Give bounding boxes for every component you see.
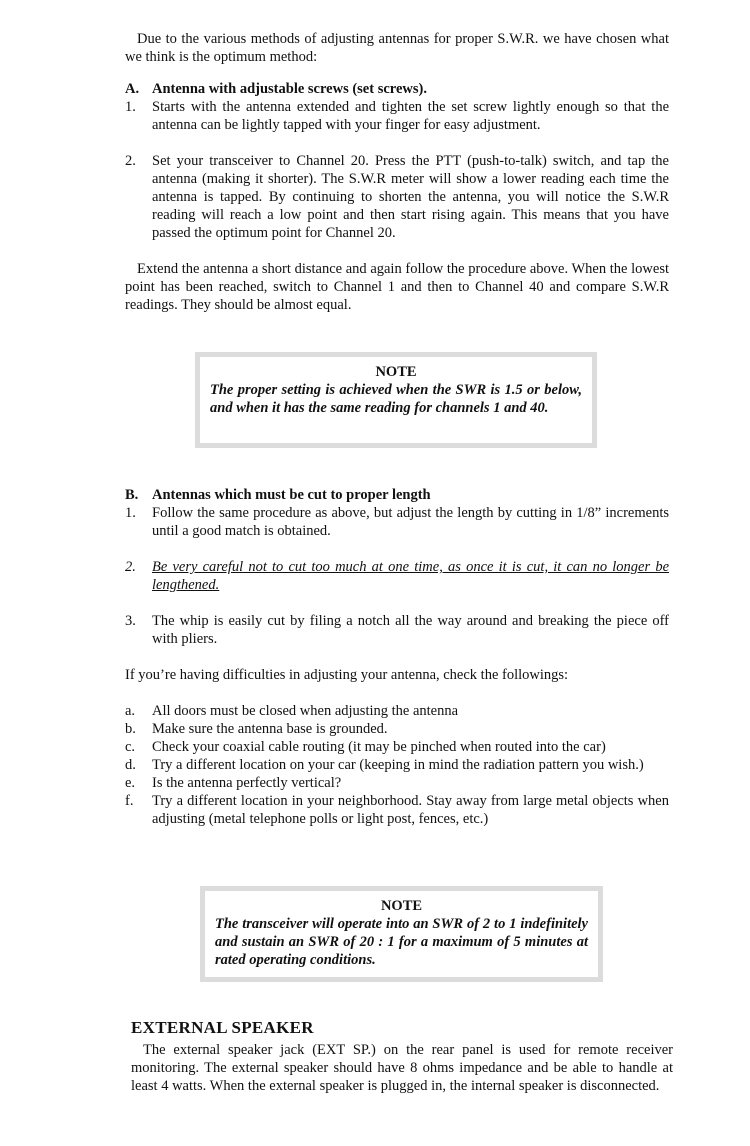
checklist-item: [125, 702, 669, 720]
checklist-item: [125, 738, 669, 756]
item-text-warning: Be very careful not to cut too much at one time, as once it is cut, it can no longer be lengthened.: [152, 559, 669, 593]
section-a-letter: A.: [125, 81, 140, 97]
item-number: 2.: [125, 153, 136, 169]
checklist-letter: a.: [125, 703, 136, 719]
checklist: [125, 702, 669, 828]
checklist-letter: e.: [125, 775, 136, 791]
checklist-text: Try a different location on your car (keeping in mind the radiation pattern you wish.): [152, 757, 644, 773]
item-number: 1.: [125, 99, 136, 115]
checklist-text: Make sure the antenna base is grounded.: [152, 721, 388, 737]
checklist-letter: c.: [125, 739, 136, 755]
note-title: NOTE: [375, 364, 417, 380]
note-box-swr-setting: [195, 352, 597, 448]
item-text: The whip is easily cut by filing a notch all the way around and breaking the piece off with pliers.: [152, 613, 669, 647]
section-b-item-3: [125, 612, 669, 648]
difficulties-intro: If you’re having difficulties in adjusting your antenna, check the followings:: [125, 667, 569, 683]
note-box-swr-limits: [200, 886, 603, 982]
section-b-item-1: [125, 504, 669, 540]
checklist-item: [125, 756, 669, 774]
item-number: 3.: [125, 613, 136, 629]
section-a-item-1: [125, 98, 669, 134]
section-b-letter: B.: [125, 487, 139, 503]
note-text: The proper setting is achieved when the SWR is 1.5 or below, and when it has the same reading for channels 1 and 40.: [210, 382, 582, 416]
checklist-item: [125, 720, 669, 738]
section-b-item-2: [125, 558, 669, 594]
item-text: Set your transceiver to Channel 20. Press the PTT (push-to-talk) switch, and tap the antenna (making it shorter). The S.W.R meter will show a lower reading each time the antenna is tapped. By continuing to shorten the antenna, you will notice the S.W.R reading will reach a low point and then start rising again. This means that you have passed the optimum point for Channel 20.: [152, 153, 669, 241]
note-text: The transceiver will operate into an SWR of 2 to 1 indefinitely and sustain an SWR of 20 : 1 for a maximum of 5 minutes at rated operating conditions.: [215, 916, 588, 968]
note-title: NOTE: [380, 898, 423, 914]
document-page: [125, 30, 669, 314]
section-b: [125, 486, 669, 828]
checklist-letter: f.: [125, 793, 134, 809]
checklist-item: [125, 774, 669, 792]
external-speaker-paragraph: The external speaker jack (EXT SP.) on the rear panel is used for remote receiver monitoring. The external speaker should have 8 ohms impedance and be able to handle at least 4 watts. When the external speaker is plugged in, the internal speaker is disconnected.: [131, 1042, 673, 1094]
checklist-text: Is the antenna perfectly vertical?: [152, 775, 342, 791]
external-speaker-heading: EXTERNAL SPEAKER: [131, 1018, 314, 1037]
checklist-text: Try a different location in your neighborhood. Stay away from large metal objects when adjusting (metal telephone polls or light post, fences, etc.): [152, 793, 669, 827]
checklist-item: [125, 792, 669, 828]
item-number: 1.: [125, 505, 136, 521]
extend-paragraph: Extend the antenna a short distance and again follow the procedure above. When the lowest point has been reached, switch to Channel 1 and then to Channel 40 and compare S.W.R readings. They should be almost equal.: [125, 261, 669, 313]
section-a-title: Antenna with adjustable screws (set screws).: [152, 81, 427, 97]
section-a-item-2: [125, 152, 669, 242]
item-number: 2.: [125, 559, 136, 575]
item-text: Starts with the antenna extended and tighten the set screw lightly enough so that the antenna can be lightly tapped with your finger for easy adjustment.: [152, 99, 669, 133]
section-a-heading: [125, 80, 669, 98]
section-b-heading: [125, 486, 669, 504]
checklist-letter: b.: [125, 721, 136, 737]
checklist-letter: d.: [125, 757, 136, 773]
checklist-text: Check your coaxial cable routing (it may be pinched when routed into the car): [152, 739, 606, 755]
section-b-title: Antennas which must be cut to proper length: [152, 487, 431, 503]
checklist-text: All doors must be closed when adjusting the antenna: [152, 703, 459, 719]
intro-paragraph: Due to the various methods of adjusting antennas for proper S.W.R. we have chosen what we think is the optimum method:: [125, 31, 669, 65]
item-text: Follow the same procedure as above, but adjust the length by cutting in 1/8” increments until a good match is obtained.: [152, 505, 669, 539]
